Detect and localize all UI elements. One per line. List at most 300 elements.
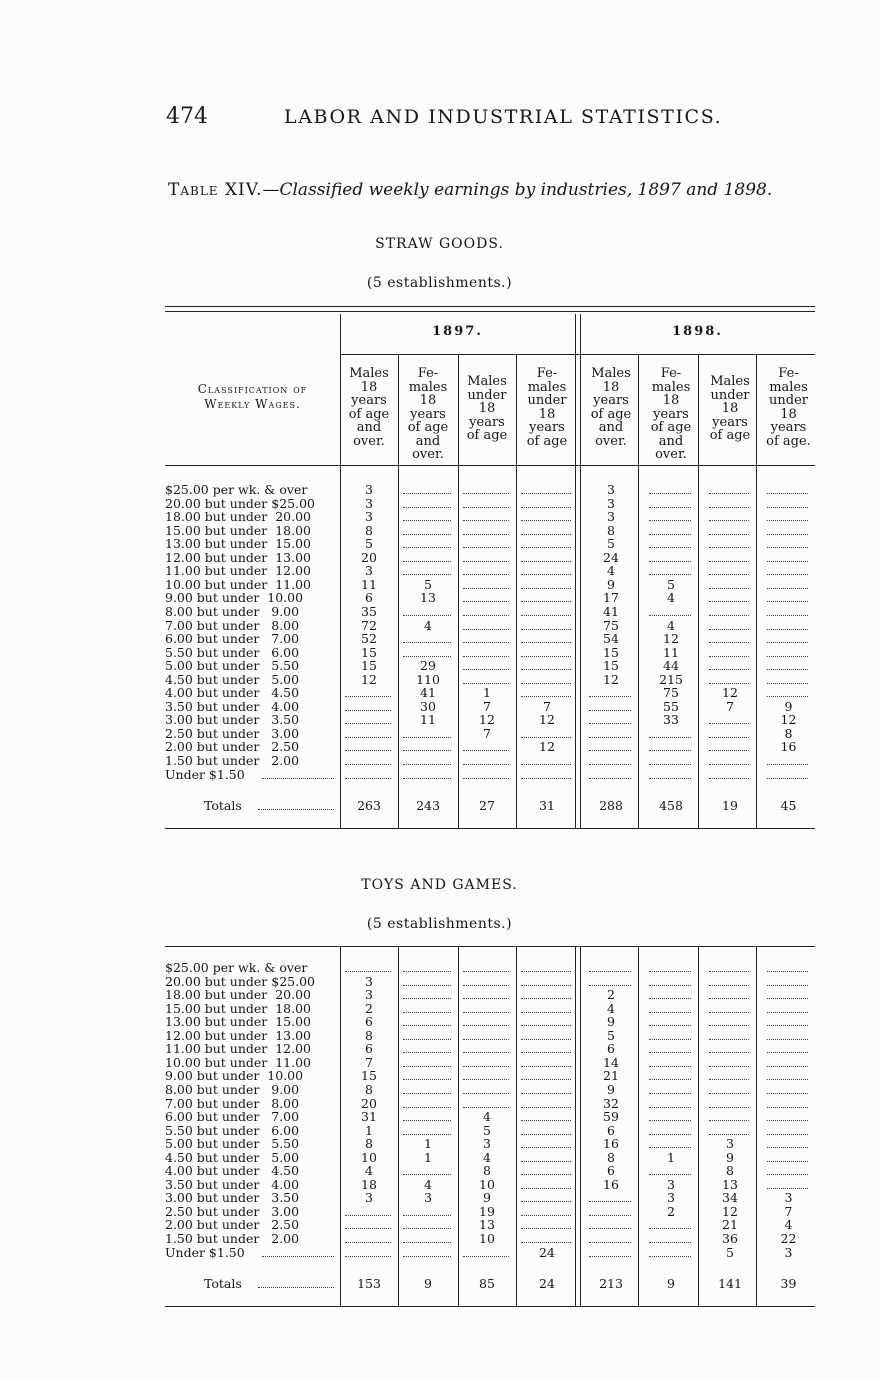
empty-cell-dots — [767, 642, 808, 643]
empty-cell-dots — [767, 1079, 808, 1080]
caption-text: Classified weekly earnings by industries, 1897 and 1898. — [279, 180, 773, 200]
empty-cell-dots — [521, 985, 571, 986]
total-cell: 213 — [599, 1276, 623, 1292]
empty-cell-dots — [403, 547, 451, 548]
empty-cell-dots — [345, 723, 391, 724]
empty-cell-dots — [767, 507, 808, 508]
data-cell: 10 — [479, 1231, 495, 1246]
empty-cell-dots — [589, 710, 631, 711]
data-cell: 33 — [663, 712, 679, 728]
total-cell: 141 — [718, 1276, 742, 1292]
column-rule — [698, 946, 699, 1306]
data-cell: 7 — [483, 698, 491, 714]
data-cell: 8 — [607, 522, 615, 538]
wage-class-label: 2.50 but under 3.00 — [165, 725, 300, 741]
empty-cell-dots — [521, 696, 571, 697]
empty-cell-dots — [767, 971, 808, 972]
data-cell: 3 — [726, 1136, 734, 1152]
data-cell: 59 — [603, 1109, 619, 1125]
data-cell: 12 — [603, 671, 619, 687]
column-head-line: 18 — [662, 393, 680, 408]
empty-cell-dots — [521, 574, 571, 575]
empty-cell-dots — [589, 764, 631, 765]
data-cell: 1 — [424, 1149, 432, 1165]
empty-cell-dots — [463, 1052, 509, 1053]
data-cell: 41 — [420, 685, 436, 701]
data-cell: 11 — [663, 644, 679, 660]
empty-cell-dots — [345, 778, 391, 779]
column-head-line: 18 — [780, 406, 797, 422]
column-head-line: under — [527, 393, 567, 408]
empty-cell-dots — [767, 764, 808, 765]
empty-cell-dots — [345, 1256, 391, 1257]
wage-class-label: 5.00 but under 5.50 — [165, 658, 300, 674]
column-head-line: years — [653, 406, 689, 422]
data-cell: 36 — [722, 1231, 738, 1246]
wage-class-label: 1.50 but under 2.00 — [165, 753, 300, 768]
data-cell: 7 — [543, 698, 551, 714]
empty-cell-dots — [403, 1066, 451, 1067]
total-cell: 153 — [357, 1276, 381, 1292]
data-cell: 3 — [365, 482, 373, 497]
data-cell: 3 — [607, 482, 615, 497]
empty-cell-dots — [345, 696, 391, 697]
wage-class-label: 4.50 but under 5.00 — [165, 671, 300, 687]
data-cell: 12 — [539, 712, 555, 728]
data-cell: 9 — [726, 1149, 734, 1165]
data-cell: 5 — [607, 536, 615, 552]
data-cell: 11 — [420, 712, 436, 728]
column-head-line: years — [770, 420, 807, 435]
totals-label: Totals — [204, 798, 242, 814]
empty-cell-dots — [403, 534, 451, 535]
column-rule — [398, 465, 399, 828]
table-label: Table XIV. — [168, 180, 263, 200]
empty-cell-dots — [403, 1039, 451, 1040]
empty-cell-dots — [709, 601, 749, 602]
data-cell: 11 — [361, 576, 377, 592]
empty-cell-dots — [463, 588, 509, 589]
empty-cell-dots — [521, 642, 571, 643]
empty-cell-dots — [403, 737, 451, 738]
total-cell: 31 — [539, 798, 555, 814]
data-cell: 4 — [483, 1149, 491, 1165]
column-head-line: Fe- — [660, 366, 682, 381]
wage-class-label: 8.00 but under 9.00 — [165, 1081, 300, 1097]
data-cell: 5 — [607, 1027, 615, 1043]
empty-cell-dots — [589, 1201, 631, 1202]
column-rule — [340, 946, 341, 1306]
data-cell: 8 — [726, 1163, 734, 1179]
total-cell: 263 — [357, 798, 381, 814]
data-cell: 12 — [479, 712, 495, 728]
empty-cell-dots — [345, 764, 391, 765]
empty-cell-dots — [403, 750, 451, 751]
leader-dots — [262, 778, 334, 779]
wage-class-label: 13.00 but under 15.00 — [165, 1014, 312, 1030]
data-cell: 3 — [365, 987, 373, 1003]
data-cell: 8 — [365, 1027, 373, 1043]
data-cell: 7 — [784, 1203, 793, 1219]
empty-cell-dots — [345, 1228, 391, 1229]
empty-cell-dots — [649, 737, 691, 738]
column-head-line: of age — [709, 428, 751, 443]
empty-cell-dots — [463, 1093, 509, 1094]
wage-class-label: 11.00 but under 12.00 — [165, 563, 312, 579]
empty-cell-dots — [709, 1039, 749, 1040]
data-cell: 5 — [726, 1244, 734, 1260]
data-cell: 21 — [603, 1068, 619, 1084]
empty-cell-dots — [709, 534, 749, 535]
empty-cell-dots — [589, 1256, 631, 1257]
data-cell: 8 — [365, 1081, 373, 1097]
data-cell: 3 — [365, 563, 373, 579]
empty-cell-dots — [767, 534, 808, 535]
empty-cell-dots — [589, 723, 631, 724]
empty-cell-dots — [649, 574, 691, 575]
empty-cell-dots — [521, 1188, 571, 1189]
empty-cell-dots — [709, 520, 749, 521]
total-cell: 9 — [667, 1276, 675, 1292]
wage-class-label: 20.00 but under $25.00 — [165, 973, 315, 989]
total-cell: 458 — [659, 798, 683, 814]
data-cell: 4 — [607, 1000, 615, 1016]
empty-cell-dots — [709, 507, 749, 508]
empty-cell-dots — [589, 778, 631, 779]
empty-cell-dots — [589, 696, 631, 697]
column-head-line: of age. — [766, 433, 811, 449]
empty-cell-dots — [463, 493, 509, 494]
empty-cell-dots — [403, 574, 451, 575]
data-cell: 3 — [607, 495, 615, 511]
column-head-line: 18 — [360, 379, 378, 395]
empty-cell-dots — [521, 1066, 571, 1067]
totals-label: Totals — [204, 1276, 242, 1292]
empty-cell-dots — [767, 683, 808, 684]
empty-cell-dots — [709, 683, 749, 684]
data-cell: 31 — [361, 1109, 377, 1125]
empty-cell-dots — [463, 750, 509, 751]
data-cell: 5 — [483, 1122, 491, 1138]
data-cell: 13 — [420, 590, 436, 606]
wage-class-label: 3.00 but under 3.50 — [165, 712, 300, 728]
empty-cell-dots — [521, 669, 571, 670]
wage-class-label: Under $1.50 — [165, 1244, 245, 1260]
column-rule — [398, 354, 399, 465]
empty-cell-dots — [463, 764, 509, 765]
column-rule — [458, 946, 459, 1306]
data-cell: 3 — [483, 1136, 491, 1152]
column-rule — [458, 354, 459, 465]
empty-cell-dots — [403, 1215, 451, 1216]
column-head-line: Males — [467, 374, 507, 389]
data-cell: 4 — [784, 1217, 793, 1233]
column-head-line: Fe- — [778, 366, 799, 381]
wage-class-label: 2.50 but under 3.00 — [165, 1203, 300, 1219]
empty-cell-dots — [345, 737, 391, 738]
data-cell: 7 — [726, 698, 734, 714]
wage-class-label: 10.00 but under 11.00 — [165, 1054, 312, 1070]
empty-cell-dots — [649, 985, 691, 986]
column-head-line: and — [598, 420, 624, 435]
column-head-line: males — [651, 379, 691, 395]
column-head-line: of age — [466, 428, 508, 443]
empty-cell-dots — [463, 656, 509, 657]
wage-class-label: 9.00 but under 10.00 — [165, 590, 304, 606]
empty-cell-dots — [767, 561, 808, 562]
empty-cell-dots — [649, 998, 691, 999]
wage-class-label: 9.00 but under 10.00 — [165, 1068, 304, 1084]
empty-cell-dots — [649, 1039, 691, 1040]
empty-cell-dots — [403, 493, 451, 494]
column-rule — [516, 465, 517, 828]
empty-cell-dots — [649, 1147, 691, 1148]
wage-class-label: 18.00 but under 20.00 — [165, 987, 312, 1003]
data-cell: 20 — [361, 549, 377, 565]
empty-cell-dots — [767, 1025, 808, 1026]
wage-class-label: 4.00 but under 4.50 — [165, 685, 300, 701]
empty-cell-dots — [521, 778, 571, 779]
empty-cell-dots — [709, 1012, 749, 1013]
data-cell: 5 — [667, 576, 675, 592]
top-rule — [165, 311, 815, 312]
running-head: LABOR AND INDUSTRIAL STATISTICS. — [284, 106, 723, 128]
column-rule — [516, 946, 517, 1306]
data-cell: 8 — [607, 1149, 615, 1165]
data-cell: 15 — [603, 658, 619, 674]
empty-cell-dots — [463, 629, 509, 630]
data-cell: 19 — [479, 1203, 495, 1219]
empty-cell-dots — [767, 1161, 808, 1162]
data-cell: 4 — [424, 617, 432, 633]
data-cell: 12 — [539, 739, 555, 755]
top-rule — [165, 306, 815, 307]
wage-class-label: 12.00 but under 13.00 — [165, 1027, 312, 1043]
empty-cell-dots — [521, 1215, 571, 1216]
data-cell: 12 — [361, 671, 377, 687]
empty-cell-dots — [767, 574, 808, 575]
column-head-line: Males — [349, 366, 389, 381]
wage-class-label: 15.00 but under 18.00 — [165, 522, 312, 538]
empty-cell-dots — [589, 737, 631, 738]
empty-cell-dots — [767, 1120, 808, 1121]
empty-cell-dots — [463, 971, 509, 972]
data-cell: 6 — [365, 590, 373, 606]
empty-cell-dots — [345, 971, 391, 972]
empty-cell-dots — [649, 1079, 691, 1080]
wage-class-label: 11.00 but under 12.00 — [165, 1041, 312, 1057]
empty-cell-dots — [521, 507, 571, 508]
data-cell: 15 — [361, 644, 377, 660]
empty-cell-dots — [521, 629, 571, 630]
wage-class-label: 13.00 but under 15.00 — [165, 536, 312, 552]
data-cell: 32 — [603, 1095, 619, 1111]
empty-cell-dots — [649, 1066, 691, 1067]
empty-cell-dots — [345, 1215, 391, 1216]
section-title: TOYS AND GAMES. — [361, 877, 518, 893]
empty-cell-dots — [403, 520, 451, 521]
data-cell: 16 — [603, 1136, 619, 1152]
column-rule — [698, 354, 699, 465]
empty-cell-dots — [521, 1161, 571, 1162]
column-head-line: years — [712, 414, 748, 430]
empty-cell-dots — [463, 1079, 509, 1080]
column-head-line: and — [415, 433, 441, 449]
empty-cell-dots — [521, 764, 571, 765]
empty-cell-dots — [589, 971, 631, 972]
empty-cell-dots — [767, 547, 808, 548]
column-head-line: under — [769, 393, 808, 408]
data-cell: 20 — [361, 1095, 377, 1111]
wage-class-label: 7.00 but under 8.00 — [165, 617, 300, 633]
data-cell: 54 — [603, 631, 619, 647]
empty-cell-dots — [521, 1174, 571, 1175]
data-cell: 72 — [361, 617, 377, 633]
column-head-line: Males — [710, 374, 750, 389]
empty-cell-dots — [463, 1012, 509, 1013]
empty-cell-dots — [403, 1228, 451, 1229]
empty-cell-dots — [649, 750, 691, 751]
empty-cell-dots — [649, 547, 691, 548]
empty-cell-dots — [521, 1201, 571, 1202]
empty-cell-dots — [463, 778, 509, 779]
data-cell: 9 — [607, 576, 615, 592]
leader-dots — [258, 1287, 334, 1288]
column-head-line: over. — [412, 447, 444, 462]
data-cell: 9 — [483, 1190, 491, 1206]
wage-class-label: 18.00 but under 20.00 — [165, 509, 312, 525]
column-head-line: over. — [353, 433, 385, 449]
data-cell: 4 — [667, 617, 675, 633]
empty-cell-dots — [767, 520, 808, 521]
empty-cell-dots — [649, 520, 691, 521]
empty-cell-dots — [521, 547, 571, 548]
empty-cell-dots — [463, 561, 509, 562]
empty-cell-dots — [709, 642, 749, 643]
empty-cell-dots — [709, 615, 749, 616]
data-cell: 3 — [424, 1190, 432, 1206]
empty-cell-dots — [709, 574, 749, 575]
empty-cell-dots — [521, 1228, 571, 1229]
empty-cell-dots — [521, 737, 571, 738]
empty-cell-dots — [463, 998, 509, 999]
data-cell: 52 — [361, 631, 377, 647]
data-cell: 3 — [365, 973, 373, 989]
empty-cell-dots — [463, 574, 509, 575]
data-cell: 3 — [667, 1176, 675, 1192]
empty-cell-dots — [709, 1025, 749, 1026]
data-cell: 21 — [722, 1217, 738, 1233]
column-head-line: under — [710, 387, 750, 403]
empty-cell-dots — [767, 629, 808, 630]
column-head-line: 18 — [478, 401, 496, 416]
data-cell: 1 — [667, 1149, 675, 1165]
empty-cell-dots — [403, 1134, 451, 1135]
stub-heading-line: Classification of — [197, 382, 308, 396]
wage-class-label: Under $1.50 — [165, 766, 245, 782]
wage-class-label: 5.50 but under 6.00 — [165, 644, 300, 660]
data-cell: 9 — [607, 1081, 615, 1097]
column-head-line: over. — [595, 433, 627, 449]
empty-cell-dots — [403, 998, 451, 999]
empty-cell-dots — [709, 723, 749, 724]
empty-cell-dots — [463, 1039, 509, 1040]
empty-cell-dots — [767, 1093, 808, 1094]
column-head-line: males — [769, 379, 808, 395]
empty-cell-dots — [767, 1134, 808, 1135]
data-cell: 16 — [603, 1176, 619, 1192]
stub-heading-line: Weekly Wages. — [204, 397, 301, 411]
empty-cell-dots — [589, 1228, 631, 1229]
page-number: 474 — [166, 104, 208, 129]
empty-cell-dots — [463, 507, 509, 508]
data-cell: 12 — [722, 685, 738, 701]
empty-cell-dots — [403, 561, 451, 562]
data-cell: 15 — [361, 1068, 377, 1084]
empty-cell-dots — [521, 588, 571, 589]
empty-cell-dots — [767, 588, 808, 589]
empty-cell-dots — [649, 778, 691, 779]
column-head-line: 18 — [419, 393, 437, 408]
wage-class-label: 6.00 but under 7.00 — [165, 631, 300, 647]
wage-class-label: 15.00 but under 18.00 — [165, 1000, 312, 1016]
empty-cell-dots — [649, 493, 691, 494]
empty-cell-dots — [649, 764, 691, 765]
empty-cell-dots — [463, 1066, 509, 1067]
column-head-line: years — [593, 393, 629, 408]
column-rule — [340, 314, 341, 465]
empty-cell-dots — [521, 656, 571, 657]
data-cell: 6 — [365, 1041, 373, 1057]
column-head-line: 18 — [721, 401, 739, 416]
data-cell: 1 — [424, 1136, 432, 1152]
empty-cell-dots — [403, 656, 451, 657]
empty-cell-dots — [345, 750, 391, 751]
empty-cell-dots — [709, 1079, 749, 1080]
data-cell: 18 — [361, 1176, 377, 1192]
empty-cell-dots — [709, 588, 749, 589]
empty-cell-dots — [709, 998, 749, 999]
data-cell: 30 — [420, 698, 436, 714]
wage-class-label: 1.50 but under 2.00 — [165, 1231, 300, 1246]
leader-dots — [262, 1256, 334, 1257]
column-rule — [638, 465, 639, 828]
wage-class-label: 3.50 but under 4.00 — [165, 1176, 300, 1192]
empty-cell-dots — [767, 1147, 808, 1148]
data-cell: 5 — [424, 576, 432, 592]
column-rule — [580, 465, 581, 828]
data-cell: 8 — [365, 522, 373, 538]
column-head-line: of age — [590, 406, 632, 422]
column-rule — [575, 946, 576, 1306]
wage-class-label: 2.00 but under 2.50 — [165, 1217, 300, 1233]
empty-cell-dots — [521, 534, 571, 535]
empty-cell-dots — [403, 1025, 451, 1026]
total-cell: 9 — [424, 1276, 432, 1292]
data-cell: 3 — [784, 1244, 793, 1260]
column-head-line: and — [658, 433, 684, 449]
empty-cell-dots — [709, 764, 749, 765]
column-rule — [580, 314, 581, 465]
total-cell: 19 — [722, 798, 738, 814]
top-rule — [165, 946, 815, 947]
column-rule — [516, 354, 517, 465]
column-rule — [580, 946, 581, 1306]
data-cell: 12 — [722, 1203, 738, 1219]
empty-cell-dots — [589, 750, 631, 751]
empty-cell-dots — [649, 1093, 691, 1094]
empty-cell-dots — [403, 971, 451, 972]
